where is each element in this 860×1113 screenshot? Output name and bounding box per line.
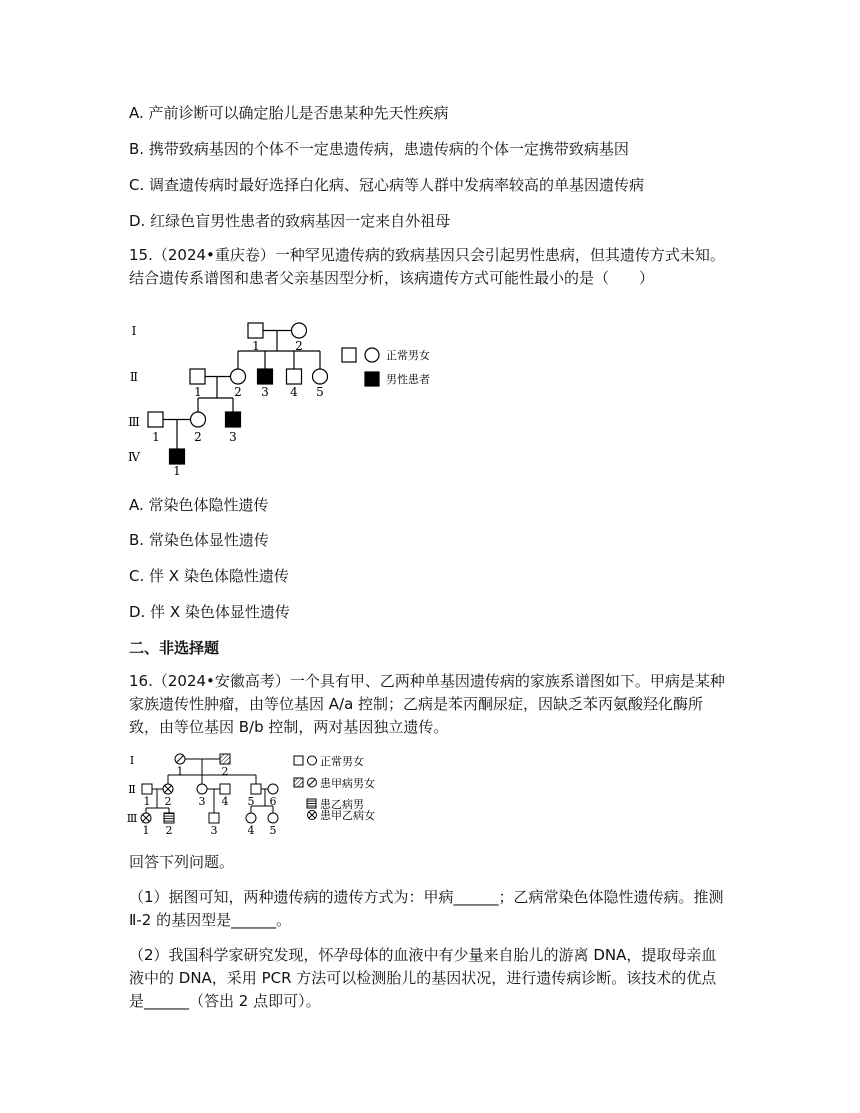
q15-id-II5: 5: [316, 385, 324, 399]
q16-sub-2: （2）我国科学家研究发现，怀孕母体的血液中有少量来自胎儿的游离 DNA，提取母亲血液中的 DNA，采用 PCR 方法可以检测胎儿的基因状况，进行遗传病诊断。该技术的优点是______（答出 2 点即可）。: [129, 946, 717, 1010]
q15-option-a: A. 常染色体隐性遗传: [129, 496, 269, 514]
q16-II3-female: [197, 784, 207, 794]
q16-pedigree-figure: [124, 748, 404, 838]
q16-id-I1: 1: [176, 765, 184, 778]
q16-id-II5: 5: [247, 795, 255, 808]
q16-legend-disease-b-label: 患乙病男: [320, 798, 364, 811]
q15-II4-male: [287, 369, 302, 384]
q16-legend-both-label: 患甲乙病女: [320, 809, 375, 822]
q15-stem: 15.（2024•重庆卷）一种罕见遗传病的致病基因只会引起男性患病，但其遗传方式未知。结合遗传系谱图和患者父亲基因型分析，该病遗传方式可能性最小的是（ ）: [129, 246, 725, 287]
q15-I2-female: [292, 323, 307, 338]
q16-id-II1: 1: [143, 795, 151, 808]
q16-id-III4: 4: [247, 824, 255, 837]
q15-I1-male: [248, 323, 263, 338]
q15-pedigree-figure: [120, 318, 460, 480]
q15-legend-normal-female: [365, 348, 379, 362]
q14-option-d: D. 红绿色盲男性患者的致病基因一定来自外祖母: [129, 212, 451, 230]
q15-id-II2: 2: [234, 385, 242, 399]
q15-legend-affected-male: [365, 372, 379, 386]
q15-option-b: B. 常染色体显性遗传: [129, 531, 269, 549]
q15-option-c: C. 伴 X 染色体隐性遗传: [129, 567, 289, 585]
q16-stem: 16.（2024•安徽高考）一个具有甲、乙两种单基因遗传病的家族系谱图如下。甲病是某种家族遗传性肿瘤，由等位基因 A/a 控制；乙病是苯丙酮尿症，因缺乏苯丙氨酸羟化酶所致，由等位基因 B/b 控制，两对基因独立遗传。: [129, 672, 725, 736]
q16-legend-normal-male: [294, 756, 303, 765]
q14-option-b: B. 携带致病基因的个体不一定患遗传病，患遗传病的个体一定携带致病基因: [129, 140, 629, 158]
q16-sub-1: （1）据图可知，两种遗传病的遗传方式为：甲病______；乙病常染色体隐性遗传病。推测Ⅱ-2 的基因型是______。: [129, 888, 724, 929]
q16-id-I2: 2: [221, 765, 229, 778]
q16-id-II4: 4: [221, 795, 229, 808]
q16-id-III3: 3: [210, 824, 218, 837]
q16-legend-normal-label: 正常男女: [320, 755, 364, 768]
q15-id-I1: 1: [252, 339, 260, 353]
q14-option-c: C. 调查遗传病时最好选择白化病、冠心病等人群中发病率较高的单基因遗传病: [129, 176, 645, 194]
q16-gen-1: Ⅰ: [129, 754, 135, 767]
q15-II3-affected-male: [258, 369, 273, 384]
q16-III2-male-disease-b: [164, 813, 174, 823]
q15-gen-3: Ⅲ: [128, 415, 140, 429]
q15-id-III1: 1: [152, 430, 160, 444]
q16-id-II3: 3: [198, 795, 206, 808]
q15-II5-female: [313, 369, 328, 384]
q16-III5-female: [268, 813, 278, 823]
q16-answer-prompt: 回答下列问题。: [129, 853, 235, 871]
q15-id-II4: 4: [290, 385, 298, 399]
q16-id-III1: 1: [142, 824, 150, 837]
q16-II6-female: [268, 784, 278, 794]
q15-id-II3: 3: [261, 385, 269, 399]
q16-id-III5: 5: [269, 824, 277, 837]
q15-id-III3: 3: [229, 430, 237, 444]
q16-legend-disease-a-male: [294, 778, 303, 787]
q15-III3-affected-male: [226, 412, 241, 427]
q15-legend-affected-label: 男性患者: [386, 373, 430, 386]
q15-id-III2: 2: [194, 430, 202, 444]
q16-legend-disease-b-male: [307, 799, 316, 808]
q15-IV1-affected-male: [170, 449, 185, 464]
q16-id-II6: 6: [269, 795, 277, 808]
q15-gen-1: Ⅰ: [131, 324, 137, 338]
q15-id-I2: 2: [295, 339, 303, 353]
q15-id-II1: 1: [194, 385, 202, 399]
q15-III2-female: [191, 412, 206, 427]
q15-option-d: D. 伴 X 染色体显性遗传: [129, 603, 290, 621]
q15-legend-normal-male: [342, 348, 356, 362]
q16-III4-female: [246, 813, 256, 823]
q16-III3-male: [209, 813, 219, 823]
q16-II5-male: [251, 784, 261, 794]
q15-III1-male: [148, 412, 163, 427]
q16-gen-2: Ⅱ: [128, 783, 136, 796]
q16-legend-disease-a-label: 患甲病男女: [320, 777, 375, 790]
q15-id-IV1: 1: [173, 464, 181, 478]
q15-II2-female: [231, 369, 246, 384]
q16-id-II2: 2: [164, 795, 172, 808]
q16-legend-normal-female: [308, 756, 317, 765]
q15-legend-normal-label: 正常男女: [386, 349, 430, 362]
q16-id-III2: 2: [165, 824, 173, 837]
q15-gen-4: Ⅳ: [128, 450, 140, 464]
q14-option-a: A. 产前诊断可以确定胎儿是否患某种先天性疾病: [129, 104, 449, 122]
q15-II1-male: [190, 369, 205, 384]
q15-gen-2: Ⅱ: [129, 370, 139, 384]
q16-I2-male-disease-a: [220, 754, 230, 764]
q16-gen-3: Ⅲ: [126, 812, 138, 825]
q16-II4-male: [220, 784, 230, 794]
q16-II1-male: [142, 784, 152, 794]
section-title: 二、非选择题: [129, 639, 220, 657]
